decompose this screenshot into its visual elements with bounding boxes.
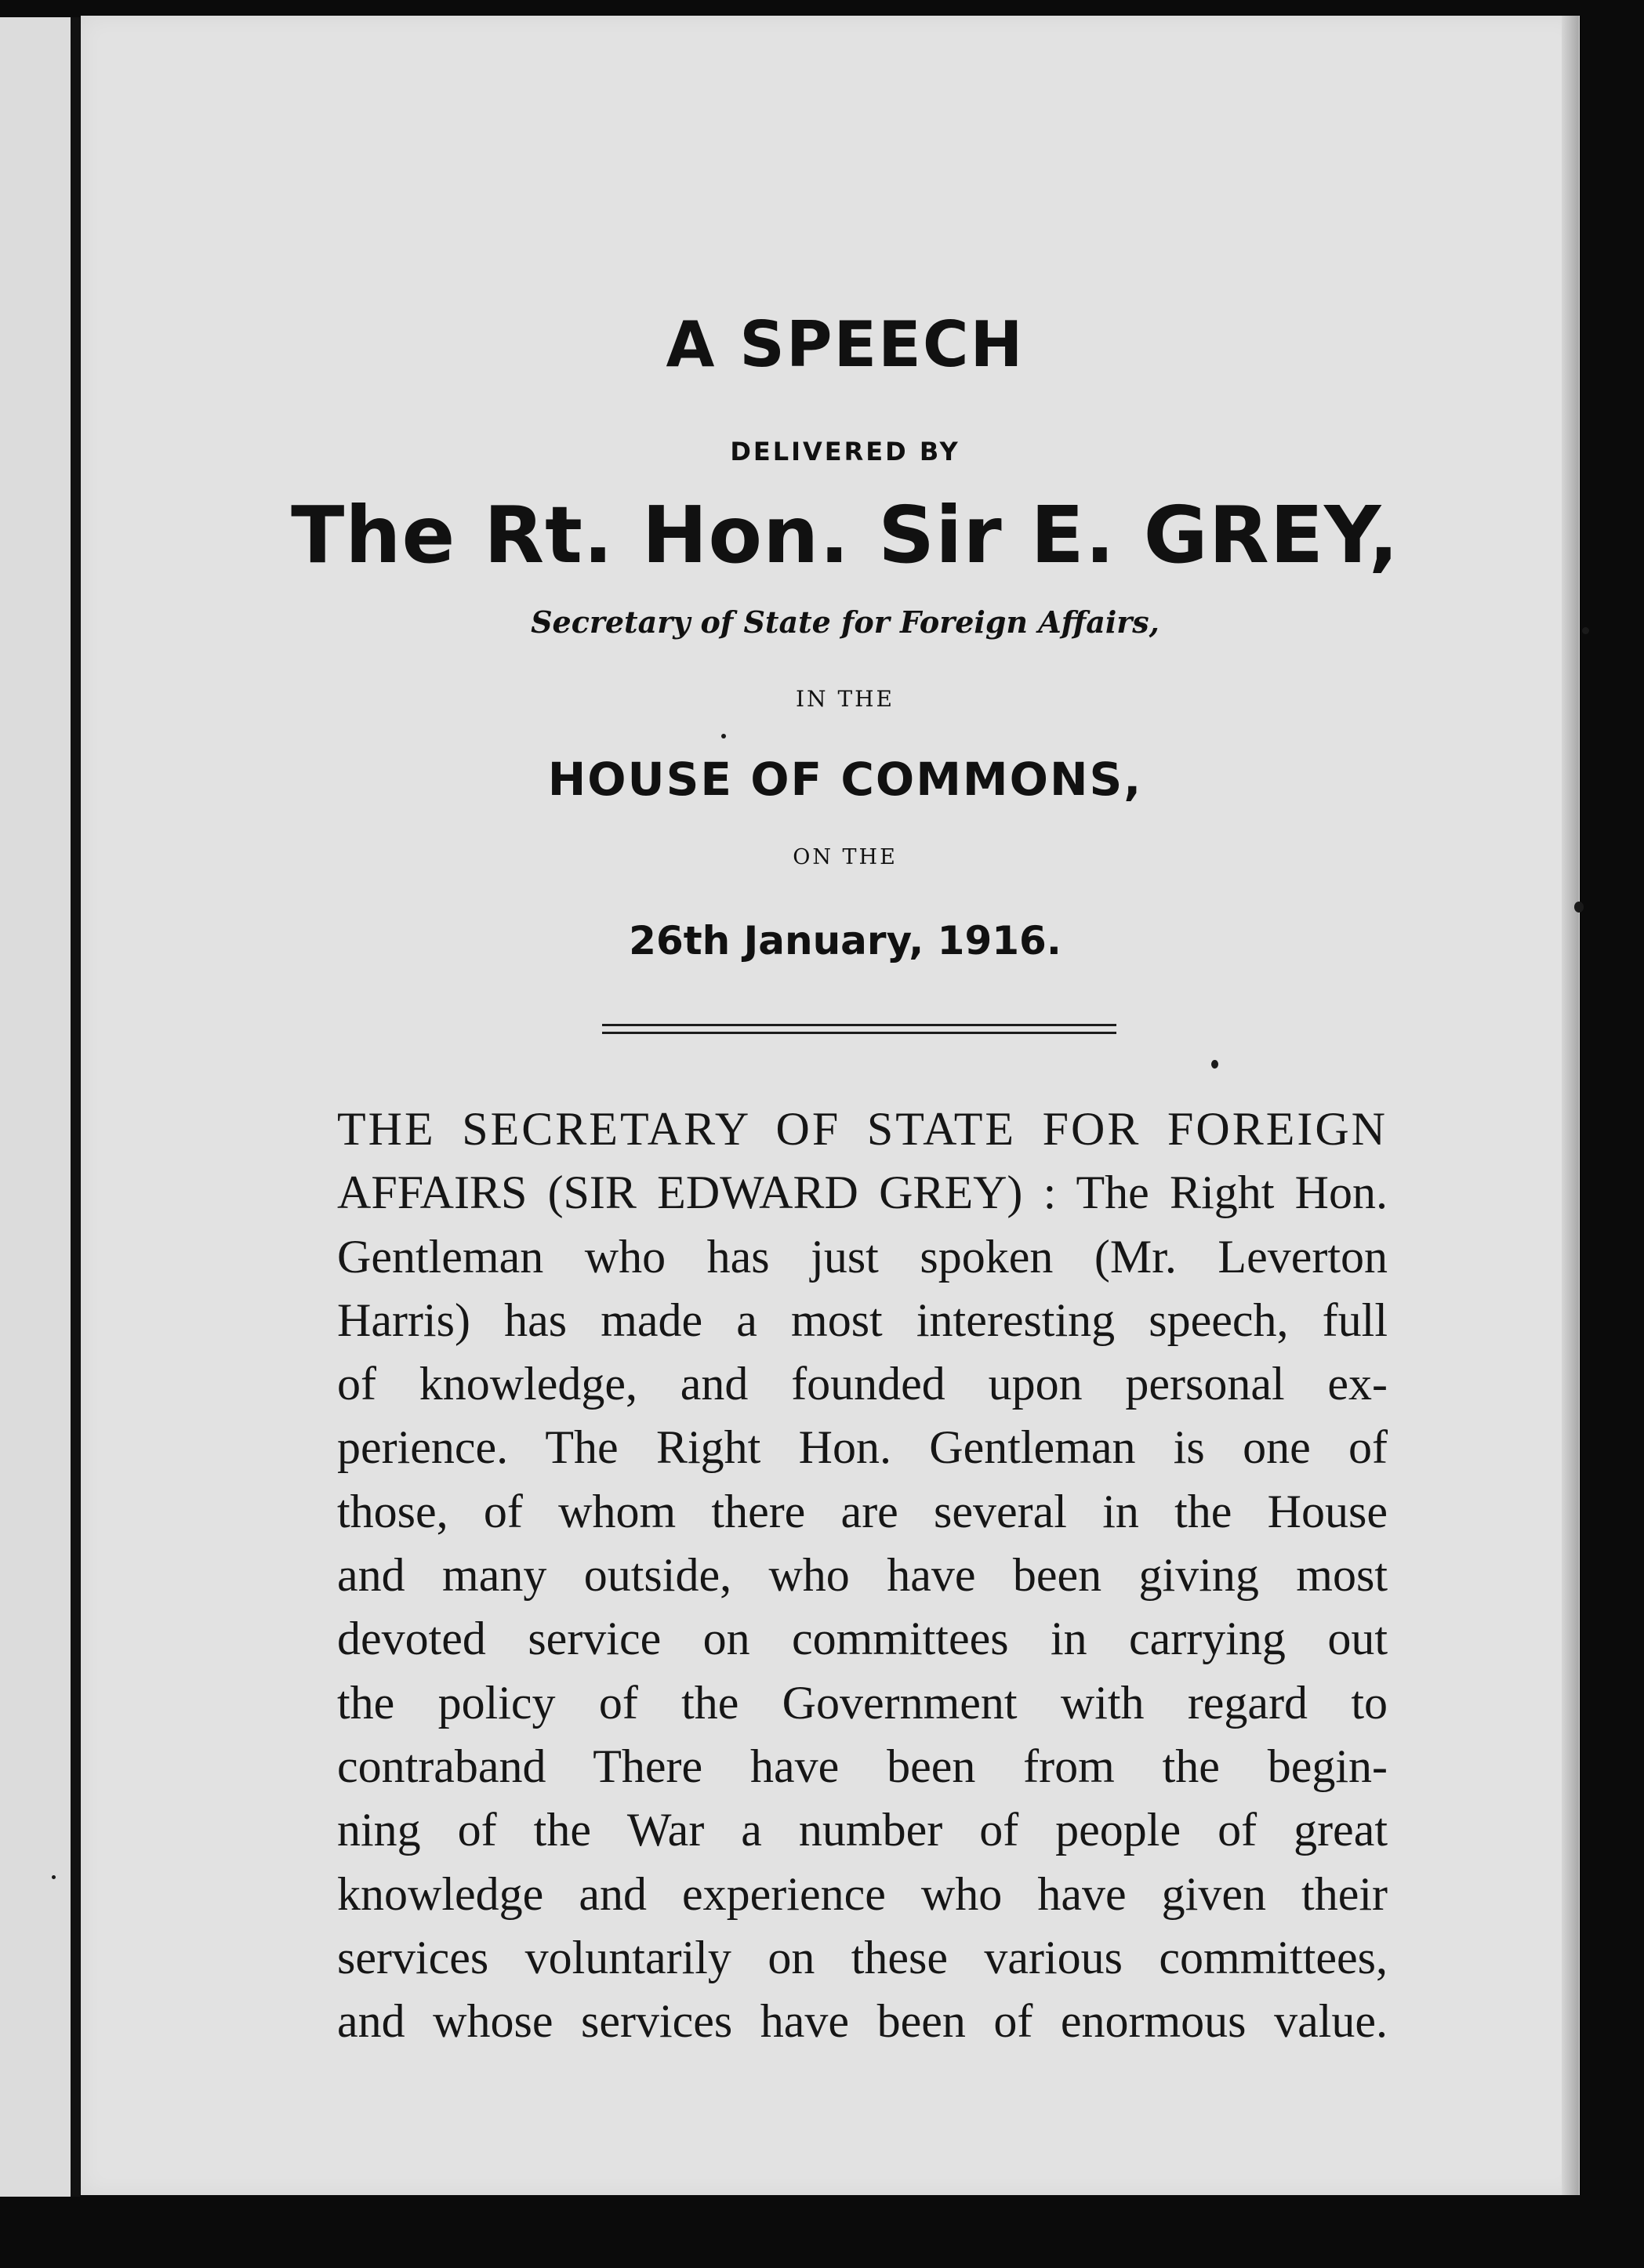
speech-line: devoted service on committees in carrying out (337, 1613, 1388, 1665)
title-divider-upper (602, 1024, 1116, 1026)
speech-body (337, 1098, 1388, 2053)
in-the-line: IN THE (796, 686, 895, 712)
scan-speck (1574, 902, 1584, 913)
speech-line: knowledge and experience who have given their (337, 1867, 1388, 1920)
scan-speck (1211, 1060, 1218, 1069)
title-divider-lower (602, 1032, 1116, 1034)
on-the-line: ON THE (793, 845, 898, 869)
speech-line: Gentleman who has just spoken (Mr. Leverton (337, 1230, 1388, 1283)
scan-speck (1582, 627, 1589, 634)
speech-line: the policy of the Government with regard to (337, 1676, 1388, 1729)
speech-line: services voluntarily on these various committees, (337, 1931, 1388, 1983)
speech-line: THE SECRETARY OF STATE FOR FOREIGN (337, 1103, 1388, 1155)
speech-line: of knowledge, and founded upon personal ex- (337, 1358, 1388, 1410)
speech-line: and many outside, who have been giving most (337, 1549, 1388, 1602)
speech-line: Harris) has made a most interesting speech, full (337, 1294, 1388, 1346)
scan-speck (721, 734, 726, 738)
venue-name: HOUSE OF COMMONS, (547, 753, 1143, 806)
scan-speck (52, 1875, 56, 1879)
facing-page-edge (0, 17, 74, 2197)
binding-gutter (71, 17, 80, 2197)
speaker-office: Secretary of State for Foreign Affairs, (531, 604, 1160, 640)
speaker-name: The Rt. Hon. Sir E. GREY, (291, 489, 1399, 581)
speech-line: AFFAIRS (SIR EDWARD GREY) : The Right Hon. (337, 1167, 1388, 1219)
speech-date: 26th January, 1916. (629, 918, 1062, 963)
speech-line: contraband There have been from the begin- (337, 1740, 1388, 1792)
speech-line: ning of the War a number of people of great (337, 1804, 1388, 1856)
delivered-by-line: DELIVERED BY (730, 437, 960, 466)
speech-line: and whose services have been of enormous value. (337, 1995, 1388, 2048)
document-heading: A SPEECH (666, 308, 1025, 381)
speech-line: perience. The Right Hon. Gentleman is one of (337, 1421, 1388, 1474)
speech-line: those, of whom there are several in the House (337, 1485, 1388, 1537)
